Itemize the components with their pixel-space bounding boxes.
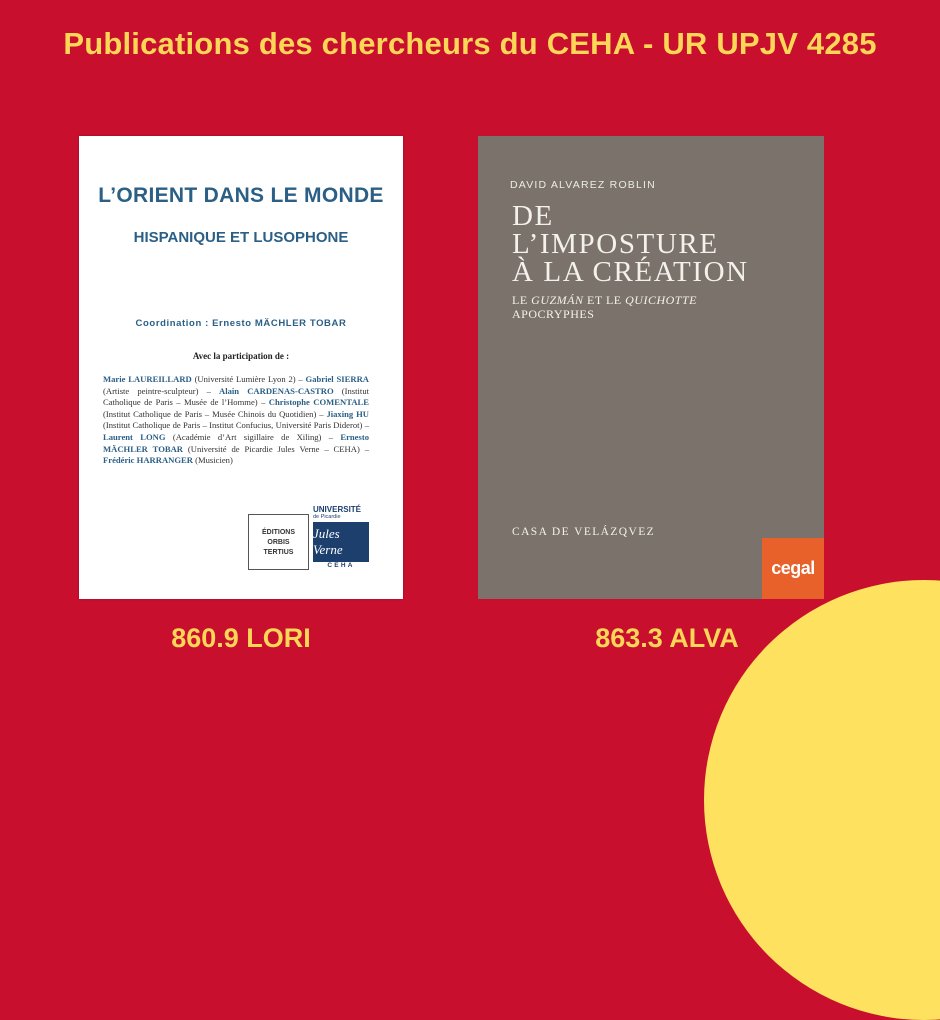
book-subtitle [512, 293, 697, 321]
participant-name: Ernesto MÄCHLER TOBAR [103, 431, 369, 454]
title-line: L’IMPOSTURE [512, 228, 719, 260]
cegal-logo: cegal [762, 538, 824, 599]
participant-affiliation: (Musicien) [192, 455, 233, 466]
univ-line1: UNIVERSITÉ [313, 505, 362, 514]
participant-affiliation: (Université Lumière Lyon 2) – [191, 374, 306, 384]
univ-line2: de Picardie [313, 514, 341, 520]
book-author: DAVID ALVAREZ ROBLIN [510, 179, 656, 191]
participant-affiliation: (Artiste peintre-sculpteur) – [103, 385, 220, 396]
subtitle-part: APOCRYPHES [512, 307, 595, 321]
participant-name: Jiaxing HU [326, 408, 370, 419]
publisher-line: ORBIS [267, 538, 290, 546]
univ-script: Jules Verne [313, 522, 369, 562]
title-line: À LA CRÉATION [512, 256, 749, 288]
participant-name: Laurent LONG [103, 431, 166, 442]
participant-affiliation: (Institut Catholique de Paris – Musée de l’Homme) – [103, 385, 369, 408]
title-line: DE [512, 200, 554, 232]
publisher-line: TERTIUS [263, 548, 294, 556]
participant-affiliation: (Académie d’Art sigillaire de Xiling) – [165, 431, 341, 442]
participant-affiliation: (Université de Picardie Jules Verne – CEHA) – [183, 443, 369, 454]
call-number-lori: 860.9 LORI [171, 623, 311, 653]
publisher-logo [248, 514, 309, 570]
subtitle-part: QUICHOTTE [625, 293, 697, 307]
call-number-alva: 863.3 ALVA [595, 623, 739, 653]
university-logo [313, 505, 369, 578]
subtitle-part: GUZMÁN [531, 293, 584, 307]
participation-heading: Avec la participation de : [192, 351, 290, 361]
participants-list [103, 374, 369, 467]
participant-affiliation: (Institut Catholique de Paris – Institut Confucius, Université Paris Diderot) – [103, 420, 369, 431]
page-title: Publications des chercheurs du CEHA - UR UPJV 4285 [63, 26, 877, 61]
book-subtitle: HISPANIQUE ET LUSOPHONE [133, 229, 349, 246]
participant-name: Frédéric HARRANGER [103, 455, 193, 466]
subtitle-part: ET LE [583, 293, 626, 307]
subtitle-part: LE [512, 293, 532, 307]
book-coordination: Coordination : Ernesto MÄCHLER TOBAR [135, 318, 347, 329]
book-title: L’ORIENT DANS LE MONDE [98, 184, 384, 207]
participant-name: Marie LAUREILLARD [103, 374, 192, 384]
participant-name: Gabriel SIERRA [305, 374, 369, 384]
book-title [512, 202, 749, 286]
book-publisher: CASA DE VELÁZQVEZ [512, 526, 656, 538]
publisher-line: ÉDITIONS [261, 528, 296, 536]
book-cover-alva[interactable] [478, 136, 824, 599]
participant-name: Alain CARDENAS-CASTRO [219, 385, 334, 396]
participant-name: Christophe COMENTALE [268, 397, 369, 408]
univ-acronym: CEHA [327, 562, 355, 569]
book-cover-lori[interactable] [79, 136, 403, 599]
participant-affiliation: (Institut Catholique de Paris – Musée Chinois du Quotidien) – [103, 408, 327, 419]
